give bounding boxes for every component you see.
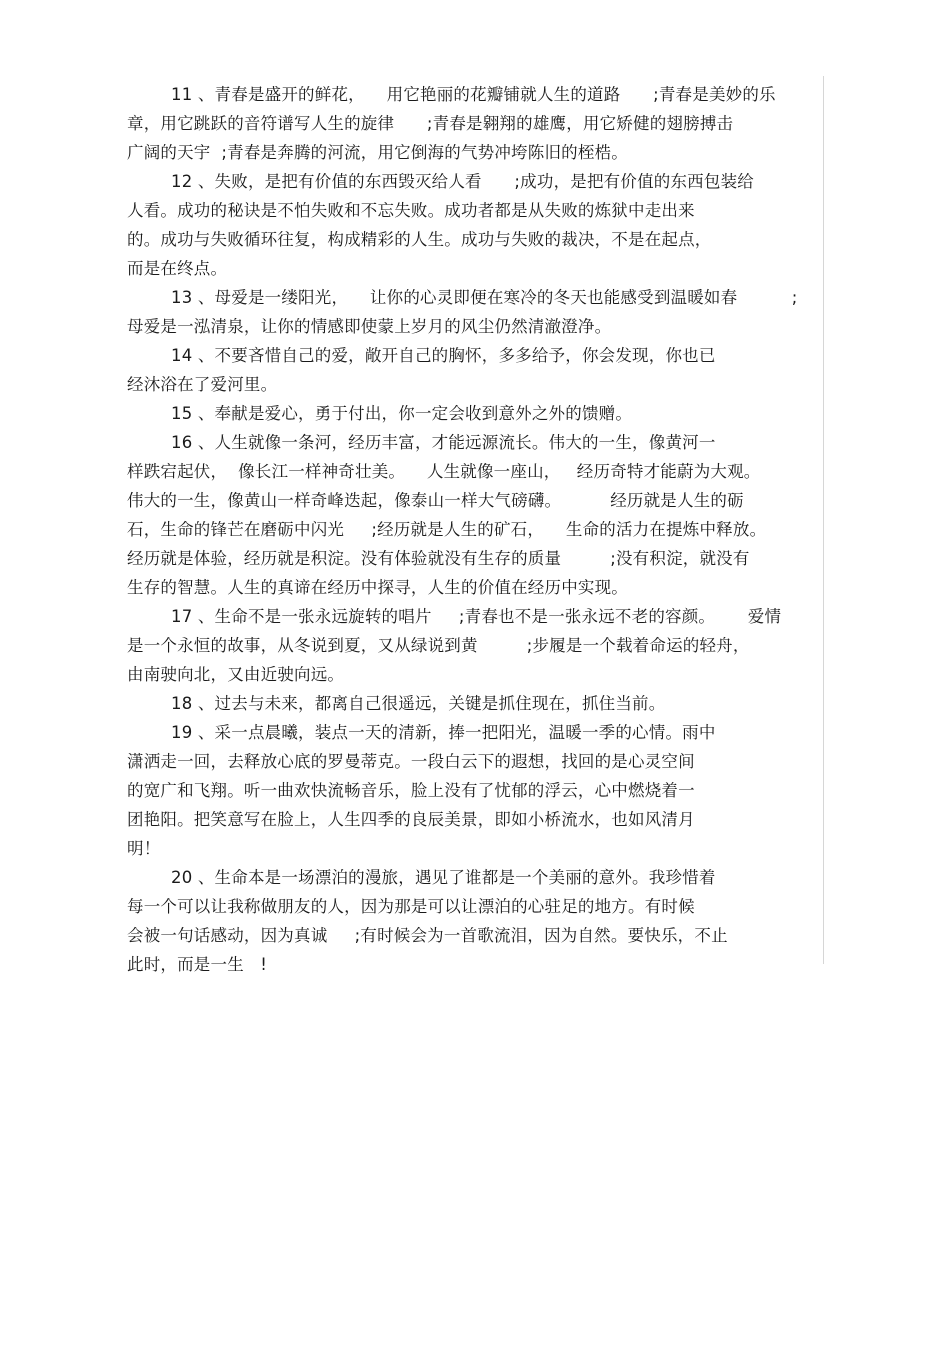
paragraph-first-line: 15 、奉献是爱心，勇于付出，你一定会收到意外之外的馈赠。: [171, 404, 633, 423]
paragraph-line: 广阔的天宇 ;青春是奔腾的河流，用它倒海的气势冲垮陈旧的桎梏。: [127, 143, 628, 162]
paragraph-first-line: 11 、青春是盛开的鲜花， 用它艳丽的花瓣铺就人生的道路 ;青春是美妙的乐: [171, 85, 776, 104]
paragraph-line: 明！: [127, 839, 161, 858]
paragraph-line: 石，生命的锋芒在磨砺中闪光 ;经历就是人生的矿石， 生命的活力在提炼中释放。: [127, 520, 767, 539]
paragraph-first-line: 17 、生命不是一张永远旋转的唱片 ;青春也不是一张永远不老的容颜。 爱情: [171, 607, 782, 626]
paragraph-line: 每一个可以让我称做朋友的人，因为那是可以让漂泊的心驻足的地方。有时候: [127, 897, 695, 916]
paragraph-line: 样跌宕起伏， 像长江一样神奇壮美。 人生就像一座山， 经历奇特才能蔚为大观。: [127, 462, 761, 481]
paragraph-line: 潇洒走一回，去释放心底的罗曼蒂克。一段白云下的遐想，找回的是心灵空间: [127, 752, 695, 771]
paragraph-line: 会被一句话感动，因为真诚 ;有时候会为一首歌流泪，因为自然。要快乐，不止: [127, 926, 728, 945]
paragraph-line: 由南驶向北，又由近驶向远。: [127, 665, 345, 684]
document-body: [127, 80, 827, 979]
paragraph-first-line: 19 、采一点晨曦，装点一天的清新，捧一把阳光，温暖一季的心情。雨中: [171, 723, 716, 742]
paragraph-line: 而是在终点。: [127, 259, 228, 278]
paragraph-line: 生存的智慧。人生的真谛在经历中探寻，人生的价值在经历中实现。: [127, 578, 628, 597]
paragraph-line: 的宽广和飞翔。听一曲欢快流畅音乐，脸上没有了忧郁的浮云，心中燃烧着一: [127, 781, 695, 800]
paragraph-line: 人看。成功的秘诀是不怕失败和不忘失败。成功者都是从失败的炼狱中走出来: [127, 201, 695, 220]
paragraph-first-line: 16 、人生就像一条河，经历丰富，才能远源流长。伟大的一生，像黄河一: [171, 433, 716, 452]
paragraph-line: 是一个永恒的故事，从冬说到夏，又从绿说到黄 ;步履是一个载着命运的轻舟，: [127, 636, 750, 655]
paragraph-line: 经沐浴在了爱河里。: [127, 375, 278, 394]
paragraph-first-line: 20 、生命本是一场漂泊的漫旅，遇见了谁都是一个美丽的意外。我珍惜着: [171, 868, 716, 887]
paragraph-line: 的。成功与失败循环往复，构成精彩的人生。成功与失败的裁决，不是在起点，: [127, 230, 712, 249]
paragraph-first-line: 14 、不要吝惜自己的爱，敞开自己的胸怀，多多给予，你会发现，你也已: [171, 346, 716, 365]
paragraph-first-line: 12 、失败，是把有价值的东西毁灭给人看 ;成功，是把有价值的东西包装给: [171, 172, 754, 191]
paragraph-line: 团艳阳。把笑意写在脸上，人生四季的良辰美景，即如小桥流水，也如风清月: [127, 810, 695, 829]
paragraph-line: 章，用它跳跃的音符谱写人生的旋律 ;青春是翱翔的雄鹰，用它矫健的翅膀搏击: [127, 114, 734, 133]
paragraph-line: 经历就是体验，经历就是积淀。没有体验就没有生存的质量 ;没有积淀，就没有: [127, 549, 750, 568]
paragraph-line: 伟大的一生，像黄山一样奇峰迭起，像泰山一样大气磅礴。 经历就是人生的砺: [127, 491, 744, 510]
paragraph-first-line: 13 、母爱是一缕阳光， 让你的心灵即便在寒冷的冬天也能感受到温暖如春 ;: [171, 288, 798, 307]
paragraph-line: 此时，而是一生 !: [127, 955, 268, 974]
paragraph-line: 母爱是一泓清泉，让你的情感即使蒙上岁月的风尘仍然清澈澄净。: [127, 317, 612, 336]
paragraph-first-line: 18 、过去与未来，都离自己很遥远，关键是抓住现在，抓住当前。: [171, 694, 666, 713]
